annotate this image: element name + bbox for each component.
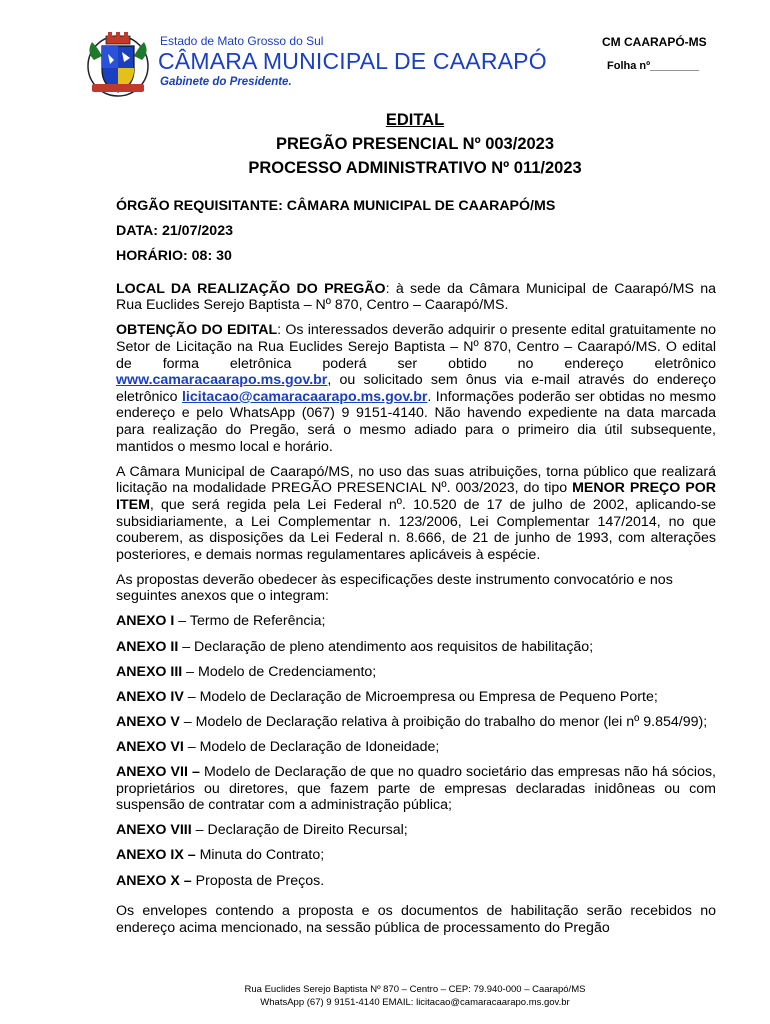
anexo-text: – Termo de Referência; (174, 613, 326, 630)
anexo-text: – Modelo de Credenciamento; (182, 663, 377, 680)
local-paragraph (116, 281, 716, 314)
anexo-label: ANEXO IX – (116, 847, 196, 864)
anexo-label: ANEXO V (116, 713, 180, 730)
anexo-text: – Declaração de pleno atendimento aos requisitos de habilitação; (178, 638, 594, 655)
footer-address: Rua Euclides Serejo Baptista Nº 870 – Centro – CEP: 79.940-000 – Caarapó/MS (244, 984, 586, 995)
header-folha: Folha nº________ (607, 60, 700, 72)
anexo-text: Minuta do Contrato; (195, 847, 325, 864)
pregao-title: PREGÃO PRESENCIAL Nº 003/2023 (275, 135, 555, 153)
anexo-item (116, 613, 716, 630)
coat-of-arms-icon (84, 30, 152, 98)
anexo-label: ANEXO VII – (116, 764, 200, 781)
anexo-text: – Modelo de Declaração de Microempresa ou Empresa de Pequeno Porte; (183, 688, 658, 705)
footer-contact: WhatsApp (67) 9 9151-4140 EMAIL: licitacao@camaracaarapo.ms.gov.br (260, 997, 570, 1008)
email-link[interactable]: licitacao@camaracaarapo.ms.gov.br (181, 388, 428, 405)
menor-preco-bold: MENOR PREÇO POR ITEM (116, 480, 717, 513)
obtencao-label: OBTENÇÃO DO EDITAL (116, 322, 278, 339)
anexo-item (116, 664, 716, 681)
edital-title: EDITAL (385, 111, 445, 129)
header-subtitle: Gabinete do Presidente. (160, 76, 292, 88)
obtencao-text: , ou solicitado sem ônus via e-mail através do endereço eletrônico (116, 372, 716, 405)
propostas-paragraph: As propostas deverão obedecer às especificações deste instrumento convocatório e nos seguintes anexos que o integram: (116, 571, 673, 605)
anexo-label: ANEXO III (116, 663, 183, 680)
local-text: : à sede da Câmara Municipal de Caarapó/MS na Rua Euclides Serejo Baptista – Nº 870, Centro – Caarapó/MS. (116, 280, 717, 314)
anexo-label: ANEXO II (116, 638, 179, 655)
obtencao-text: . Informações poderão ser obtidas no mesmo endereço e pelo WhatsApp (067) 9 9151-4140. Não havendo expediente na data marcada para realização do Pregão, será o mesmo adiado para o primeiro dia útil subsequente, mantidos o mesmo local e horário. (116, 388, 716, 455)
header-reference: CM CAARAPÓ-MS (602, 35, 707, 49)
envelopes-paragraph: Os envelopes contendo a proposta e os documentos de habilitação serão recebidos no endereço acima mencionado, na sessão pública de processamento do Pregão (116, 903, 716, 936)
anexo-item (116, 689, 716, 706)
local-label: LOCAL DA REALIZAÇÃO DO PREGÃO (116, 280, 386, 297)
anexo-label: ANEXO I (116, 613, 175, 630)
horario-line: HORÁRIO: 08: 30 (116, 248, 232, 265)
document-titles (0, 108, 770, 180)
anexo-text: Proposta de Preços. (191, 872, 325, 889)
anexo-text: Modelo de Declaração de que no quadro societário das empresas não há sócios, proprietários ou diretores, que fazem parte de empresas declaradas inidôneas ou com suspensão de contratar com a administração pública; (116, 764, 716, 814)
intro-text: , que será regida pela Lei Federal nº. 10.520 de 17 de julho de 2002, aplicando-se subsidiariamente, a Lei Complementar n. 123/2006, Lei Complementar 147/2014, no que couberem, as disposições da Lei Federal n. 8.666, de 21 de junho de 1993, com alterações posteriores, e demais normas regulamentares aplicáveis à espécie. (116, 496, 716, 563)
anexo-label: ANEXO IV (116, 688, 184, 705)
anexo-label: ANEXO X – (116, 872, 192, 889)
anexo-label: ANEXO VI (116, 738, 184, 755)
header-state: Estado de Mato Grosso do Sul (160, 34, 324, 48)
anexo-label: ANEXO VIII (116, 822, 192, 839)
processo-title: PROCESSO ADMINISTRATIVO Nº 011/2023 (248, 159, 582, 177)
orgao-requisitante: ÓRGÃO REQUISITANTE: CÂMARA MUNICIPAL DE CAARAPÓ/MS (116, 198, 556, 214)
header-title: CÂMARA MUNICIPAL DE CAARAPÓ (158, 48, 547, 74)
document-body (116, 198, 716, 945)
anexo-text: – Modelo de Declaração relativa à proibição do trabalho do menor (lei nº 9.854/99); (179, 713, 708, 730)
anexos-list (116, 613, 716, 889)
anexo-item (116, 714, 716, 731)
anexo-item (116, 639, 716, 656)
website-link[interactable]: www.camaracaarapo.ms.gov.br (116, 372, 328, 389)
anexo-item (116, 873, 716, 890)
intro-text: A Câmara Municipal de Caarapó/MS, no uso das suas atribuições, torna público que realizará licitação na modalidade PREGÃO PRESENCIAL Nº. 003/2023, do tipo (116, 463, 716, 497)
data-line: DATA: 21/07/2023 (116, 223, 233, 240)
anexo-text: – Declaração de Direito Recursal; (191, 822, 408, 839)
page-footer (0, 983, 770, 1009)
intro-paragraph (116, 464, 716, 564)
obtencao-text: : Os interessados deverão adquirir o presente edital gratuitamente no Setor de Licitação na Rua Euclides Serejo Baptista – Nº 870, Centro – Caarapó/MS. O edital de forma eletrônica poderá ser obtido no endereço eletrônico (116, 322, 716, 372)
anexo-item (116, 739, 716, 756)
anexo-text: – Modelo de Declaração de Idoneidade; (183, 738, 440, 755)
anexo-item (116, 847, 716, 864)
obtencao-paragraph (116, 322, 716, 455)
anexo-item (116, 764, 716, 814)
anexo-item (116, 822, 716, 839)
